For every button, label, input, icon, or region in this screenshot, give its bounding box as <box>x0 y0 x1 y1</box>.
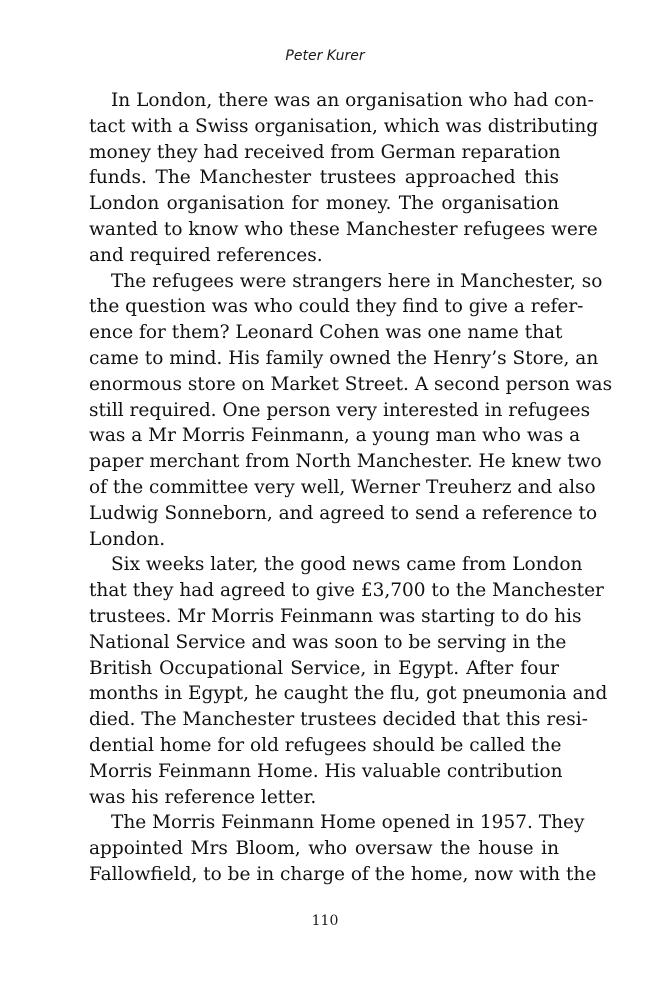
text-line: Fallowfield, to be in charge of the home, now with the <box>89 863 597 885</box>
text-line: London organisation for money. The organisation <box>89 193 559 215</box>
text-line: National Service and was soon to be serving in the <box>89 631 567 653</box>
text-line: was a Mr Morris Feinmann, a young man who was a <box>89 425 581 447</box>
text-line: paper merchant from North Manchester. He knew two <box>89 451 602 473</box>
text-line: The Morris Feinmann Home opened in 1957. They <box>111 812 585 834</box>
text-line: of the committee very well, Werner Treuherz and also <box>89 476 596 498</box>
text-line: dential home for old refugees should be called the <box>89 734 562 756</box>
text-line: money they had received from German reparation <box>89 141 561 163</box>
text-line: tact with a Swiss organisation, which was distributing <box>89 115 599 137</box>
text-line: trustees. Mr Morris Feinmann was starting to do his <box>89 605 582 627</box>
text-line: and required references. <box>89 244 323 266</box>
text-line: the question was who could they find to give a refer- <box>89 296 584 318</box>
running-head: Peter Kurer <box>285 48 365 64</box>
text-line: came to mind. His family owned the Henry’s Store, an <box>89 347 599 369</box>
text-line: Six weeks later, the good news came from London <box>111 554 583 576</box>
text-line: In London, there was an organisation who had con- <box>111 90 594 111</box>
text-line: wanted to know who these Manchester refugees were <box>89 218 598 240</box>
text-line: funds. The Manchester trustees approached this <box>89 167 559 189</box>
text-line: The refugees were strangers here in Manchester, so <box>111 270 603 292</box>
text-line: London. <box>89 528 166 550</box>
text-line: was his reference letter. <box>89 786 317 808</box>
text-line: still required. One person very interested in refugees <box>89 399 591 421</box>
text-line: months in Egypt, he caught the flu, got pneumonia and <box>89 683 608 705</box>
text-line: British Occupational Service, in Egypt. After four <box>89 657 559 679</box>
text-line: Morris Feinmann Home. His valuable contribution <box>89 760 563 782</box>
page-number: 110 <box>311 913 339 929</box>
body-text <box>89 88 613 888</box>
text-line: ence for them? Leonard Cohen was one name that <box>89 322 563 344</box>
text-line: enormous store on Market Street. A second person was <box>89 373 613 395</box>
text-line: that they had agreed to give £3,700 to the Manchester <box>89 580 604 602</box>
text-line: appointed Mrs Bloom, who oversaw the house in <box>89 838 559 860</box>
text-line: died. The Manchester trustees decided that this resi- <box>89 709 588 731</box>
text-line: Ludwig Sonneborn, and agreed to send a reference to <box>89 502 598 524</box>
